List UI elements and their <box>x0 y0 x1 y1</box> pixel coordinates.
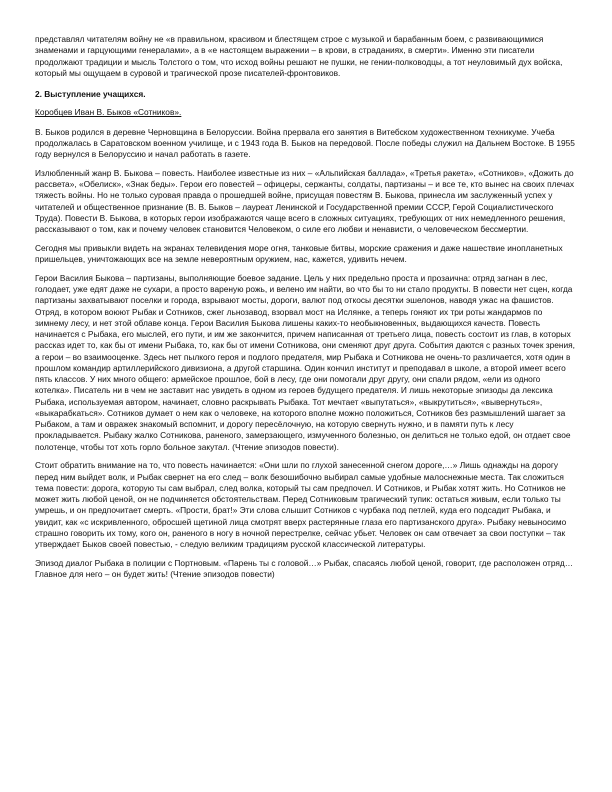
paragraph-dialog: Эпизод диалог Рыбака в полиции с Портновым. «Парень ты с головой…» Рыбак, спасаясь любой ценой, говорит, где расположен отряд… Главное для него – он будет жить! (Чтение эпизодов повести) <box>35 557 574 579</box>
paragraph-genre: Излюбленный жанр В. Быкова – повесть. Наиболее известные из них – «Альпийская баллада», «Третья ракета», «Сотников», «Дожить до рассвета», «Обелиск», «Знак беды». Герои его повестей – офицеры, сержанты, солдаты, партизаны – и все те, кто вынес на своих плечах тяжесть войны. Но не только суровая правда о прошедшей войне, присущая повестям В. Быкова, принесла им заслуженный успех у читателей и общественное признание (В. В. Быков – лауреат Ленинской и Государственной премии СССР, Герой Социалистического Труда). Повести В. Быкова, в которых герои изображаются чаще всего в сложных ситуациях, требующих от них немедленного решения, рассказывают о том, как и почему человек становится Человеком, о силе его любви и ненависти, о человеческом бессмертии. <box>35 167 575 234</box>
document-page <box>35 34 575 588</box>
paragraph-heroes: Герои Василия Быкова – партизаны, выполняющие боевое задание. Цель у них предельно проста и прозаична: отряд загнан в лес, голодает, уже едят даже не сухари, а просто вареную рожь, и велено им найти, во что бы то ни стало продукты. В повести нет сцен, когда партизаны захватывают поселки и города, взрывают мосты, дороги, валют под откосы десятки эшелонов, наводя ужас на фашистов. Отряд, в котором воюют Рыбак и Сотников, сжег льнозавод, взорвал мост на Ислянке, а теперь гоняют их три роты жандармов по зимнему лесу, и нет этой облаве конца. Герои Василия Быкова лишены каких-то необыкновенных, выдающихся качеств. Повесть начинается с Рыбака, его мыслей, его пути, и им же закончится, причем написанная от третьего лица, повесть состоит из глав, в которых рассказ идет то, как бы от имени Рыбака, то, как бы от имени Сотникова, они сменяют друг друга. События даются с разных точек зрения, а герои – во взаимооценке. Здесь нет пылкого героя и подлого предателя, мир Рыбака и Сотникова не очень-то различается, хотя один в прошлом командир артиллерийского дивизиона, а другой старшина. Один кончил институт и преподавал в школе, а второй имеет всего пять классов. У них много общего: армейское прошлое, бой в лесу, где они помогали друг другу, они спали рядом, «ели из одного котелка». Писатель ни в чем не заставит нас увидеть в одном из героев будущего предателя. И лишь некоторые эпизоды да лексика Рыбака, используемая автором, начинает, словно раскрывать Рыбака. Тот мечтает «выпутаться», «выкрутиться», «вывернуться», «выкарабкаться». Сотников думает о нем как о человеке, на которого вполне можно положиться, Сотников без размышлений шагает за Рыбаком, а там и овражек знакомый вспомнит, и дорогу переcёлочную, на которую свернуть нужно, и в памяти путь к лесу прокладывается. Рыбаку жалко Сотникова, раненого, замерзающего, измученного болезнью, он делиться не только едой, он отдает свое полотенце, чтобы тот хоть горло больное закутал. (Чтение эпизодов повести). <box>35 272 575 452</box>
paragraph-tv: Сегодня мы привыкли видеть на экранах телевидения море огня, танковые битвы, морские сражения и даже нашествие инопланетных пришельцев, уничтожающих все на земле невероятным оружием, нас, кажется, удивить нечем. <box>35 242 563 264</box>
paragraph-beginning: Стоит обратить внимание на то, что повесть начинается: «Они шли по глухой занесенной снегом дороге,…» Лишь однажды на дорогу перед ним выйдет волк, и Рыбак свернет на его след – волк безошибочно выбирал самые удобные малоснежные места. Так сложиться тема повести: дорога, которую ты сам выбрал, след волка, который ты сам предпочел. И Сотников, и Рыбак хотят жить. Но Сотников не может жить любой ценой, он не подчиняется обстоятельствам. Перед Сотниковым трагический тупик: остаться живым, если только ты умрешь, и он предпочитает смерть. «Прости, брат!» Эти слова слышит Сотников с чурбака под петлей, куда его подсадит Рыбака, и увидит, как «с искривленного, обросшей щетиной лица смотрят вверх растерянные глаза его партизанского друга». Рыбаку невыносимо страшно говорить их тому, кого он, раненого в ногу в ночной перестрелке, сейчас убьет. Человек он сам отвечает за свои поступки – так утверждает Быков своей повестью, - следую великим традициям русской классической литературы. <box>35 460 567 549</box>
section-heading: 2. Выступление учащихся. <box>35 89 146 99</box>
speaker-line: Коробцев Иван В. Быков «Сотников». <box>35 107 182 118</box>
paragraph-intro: представлял читателям войну не «в правильном, красивом и блестящем строе с музыкой и барабанным боем, с развивающимися знаменами и гарцующими генералами», а в «е настоящем выражении – в крови, в страданиях, в смерти». Именно эти писатели продолжают традиции и мысль Толстого о том, что исход войны решают не пушки, не гении-полководцы, а тот неуловимый дух войска, который мы ощущаем в суровой и трагической прозе писателей-фронтовиков. <box>35 34 563 78</box>
paragraph-bio: В. Быков родился в деревне Черновщина в Белоруссии. Война прервала его занятия в Витебском художественном техникуме. Учеба продолжалась в Саратовском военном училище, и с 1943 года В. Быков на передовой. После победы служил на Дальнем Востоке. В 1955 году вернулся в Белоруссию и начал работать в газете. <box>35 126 575 159</box>
